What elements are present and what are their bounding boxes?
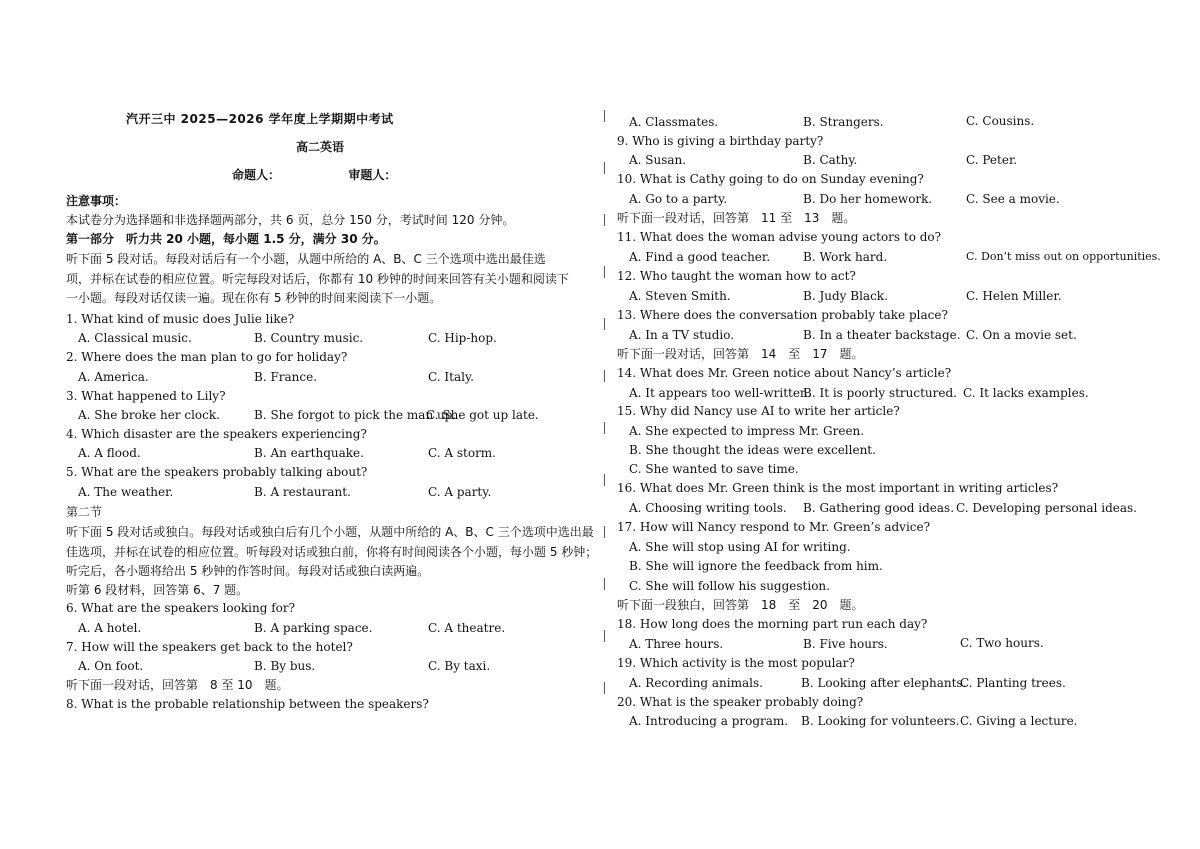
q5-option-a: A. The weather. [78, 485, 174, 499]
q1-option-b: B. Country music. [254, 331, 364, 345]
q17-option-c: C. She will follow his suggestion. [629, 579, 830, 593]
q19-option-a: A. Recording animals. [629, 676, 763, 690]
q6-option-c: C. A theatre. [428, 621, 506, 635]
q20-option-b: B. Looking for volunteers. [801, 714, 960, 728]
exam-makers [232, 166, 396, 183]
q9-option-c: C. Peter. [966, 153, 1018, 167]
q17-option-b: B. She will ignore the feedback from him. [629, 559, 883, 573]
q6-option-a: A. A hotel. [78, 621, 142, 635]
section2-instruction: 佳选项，并标在试卷的相应位置。听每段对话或独白前，你将有时间阅读各个小题，每小题 5 秒钟； [66, 545, 598, 559]
material-6-note: 听第 6 段材料，回答第 6、7 题。 [66, 583, 249, 597]
question-10: 10. What is Cathy going to do on Sunday evening? [617, 172, 924, 186]
q10-option-b: B. Do her homework. [803, 192, 933, 206]
q11-option-b: B. Work hard. [803, 250, 888, 264]
material-7-note: 听下面一段对话，回答第 8 至 10 题。 [66, 678, 289, 692]
q1-option-c: C. Hip-hop. [428, 331, 497, 345]
question-2: 2. Where does the man plan to go for holiday? [66, 350, 348, 364]
q14-option-b: B. It is poorly structured. [803, 386, 957, 400]
q18-option-b: B. Five hours. [803, 637, 888, 651]
q10-option-a: A. Go to a party. [629, 192, 728, 206]
exam-subject: 高二英语 [296, 140, 345, 154]
section2-heading: 第二节 [66, 505, 103, 519]
part1-instruction: 一小题。每段对话仅读一遍。现在你有 5 秒钟的时间来阅读下一小题。 [66, 291, 442, 305]
q16-option-a: A. Choosing writing tools. [629, 501, 787, 515]
question-4: 4. Which disaster are the speakers experiencing? [66, 427, 367, 441]
q3-option-c: C. She got up late. [426, 408, 539, 422]
q3-option-a: A. She broke her clock. [78, 408, 220, 422]
question-20: 20. What is the speaker probably doing? [617, 695, 864, 709]
question-16: 16. What does Mr. Green think is the most important in writing articles? [617, 481, 1059, 495]
question-15: 15. Why did Nancy use AI to write her article? [617, 404, 900, 418]
q8-option-a: A. Classmates. [629, 115, 719, 129]
q5-option-c: C. A party. [428, 485, 492, 499]
setter-label: 命题人： [232, 168, 281, 182]
q19-option-c: C. Planting trees. [960, 676, 1066, 690]
q16-option-b: B. Gathering good ideas. [803, 501, 955, 515]
q2-option-a: A. America. [78, 370, 149, 384]
q4-option-a: A. A flood. [78, 446, 141, 460]
q12-option-c: C. Helen Miller. [966, 289, 1062, 303]
question-7: 7. How will the speakers get back to the hotel? [66, 640, 353, 654]
q12-option-b: B. Judy Black. [803, 289, 888, 303]
q13-option-a: A. In a TV studio. [629, 328, 735, 342]
section2-instruction: 听下面 5 段对话或独白。每段对话或独白后有几个小题，从题中所给的 A、B、C 三个选项中选出最 [66, 525, 594, 539]
q7-option-b: B. By bus. [254, 659, 316, 673]
q12-option-a: A. Steven Smith. [629, 289, 731, 303]
q17-option-a: A. She will stop using AI for writing. [629, 540, 851, 554]
section2-instruction: 听完后，各小题将给出 5 秒钟的作答时间。每段对话或独白读两遍。 [66, 564, 430, 578]
q8-option-b: B. Strangers. [803, 115, 884, 129]
part1-instruction: 项，并标在试卷的相应位置。听完每段对话后，你都有 10 秒钟的时间来回答有关小题和阅读下 [66, 272, 569, 286]
q7-option-a: A. On foot. [78, 659, 144, 673]
question-13: 13. Where does the conversation probably take place? [617, 308, 948, 322]
reviewer-label: 审题人： [348, 168, 397, 182]
material-10-note: 听下面一段独白，回答第 18 至 20 题。 [617, 598, 864, 612]
q16-option-c: C. Developing personal ideas. [956, 501, 1137, 515]
q1-option-a: A. Classical music. [78, 331, 192, 345]
q9-option-a: A. Susan. [629, 153, 687, 167]
material-8-note: 听下面一段对话，回答第 11 至 13 题。 [617, 211, 856, 225]
q9-option-b: B. Cathy. [803, 153, 858, 167]
q13-option-c: C. On a movie set. [966, 328, 1077, 342]
q8-option-c: C. Cousins. [966, 114, 1035, 128]
question-18: 18. How long does the morning part run each day? [617, 617, 928, 631]
question-6: 6. What are the speakers looking for? [66, 601, 296, 615]
q14-option-a: A. It appears too well-written. [629, 386, 812, 400]
q19-option-b: B. Looking after elephants. [801, 676, 967, 690]
q10-option-c: C. See a movie. [966, 192, 1060, 206]
q4-option-c: C. A storm. [428, 446, 496, 460]
question-5: 5. What are the speakers probably talking about? [66, 465, 368, 479]
q11-option-c: C. Don’t miss out on opportunities. [966, 250, 1161, 263]
question-1: 1. What kind of music does Julie like? [66, 312, 295, 326]
q15-option-b: B. She thought the ideas were excellent. [629, 443, 876, 457]
q13-option-b: B. In a theater backstage. [803, 328, 961, 342]
part1-heading: 第一部分 听力共 20 小题，每小题 1.5 分，满分 30 分。 [66, 232, 386, 246]
q14-option-c: C. It lacks examples. [963, 386, 1089, 400]
q4-option-b: B. An earthquake. [254, 446, 364, 460]
part1-instruction: 听下面 5 段对话。每段对话后有一个小题，从题中所给的 A、B、C 三个选项中选出最佳选 [66, 252, 546, 266]
question-8: 8. What is the probable relationship between the speakers? [66, 697, 429, 711]
q2-option-b: B. France. [254, 370, 318, 384]
material-9-note: 听下面一段对话，回答第 14 至 17 题。 [617, 347, 864, 361]
question-11: 11. What does the woman advise young actors to do? [617, 230, 942, 244]
q20-option-a: A. Introducing a program. [629, 714, 789, 728]
question-9: 9. Who is giving a birthday party? [617, 134, 824, 148]
q3-option-b: B. She forgot to pick the man up. [254, 408, 457, 422]
q6-option-b: B. A parking space. [254, 621, 373, 635]
notice-heading: 注意事项： [66, 194, 127, 208]
question-12: 12. Who taught the woman how to act? [617, 269, 856, 283]
q18-option-a: A. Three hours. [629, 637, 724, 651]
column-divider [604, 110, 605, 720]
q2-option-c: C. Italy. [428, 370, 474, 384]
q7-option-c: C. By taxi. [428, 659, 491, 673]
q18-option-c: C. Two hours. [960, 636, 1044, 650]
exam-title: 汽开三中 2025—2026 学年度上学期期中考试 [126, 112, 394, 126]
question-14: 14. What does Mr. Green notice about Nancy’s article? [617, 366, 952, 380]
question-3: 3. What happened to Lily? [66, 389, 226, 403]
q20-option-c: C. Giving a lecture. [960, 714, 1078, 728]
q5-option-b: B. A restaurant. [254, 485, 351, 499]
q11-option-a: A. Find a good teacher. [629, 250, 771, 264]
notice-text: 本试卷分为选择题和非选择题两部分，共 6 页，总分 150 分，考试时间 120 分钟。 [66, 213, 515, 227]
question-19: 19. Which activity is the most popular? [617, 656, 855, 670]
q15-option-c: C. She wanted to save time. [629, 462, 799, 476]
q15-option-a: A. She expected to impress Mr. Green. [629, 424, 865, 438]
question-17: 17. How will Nancy respond to Mr. Green’s advice? [617, 520, 931, 534]
